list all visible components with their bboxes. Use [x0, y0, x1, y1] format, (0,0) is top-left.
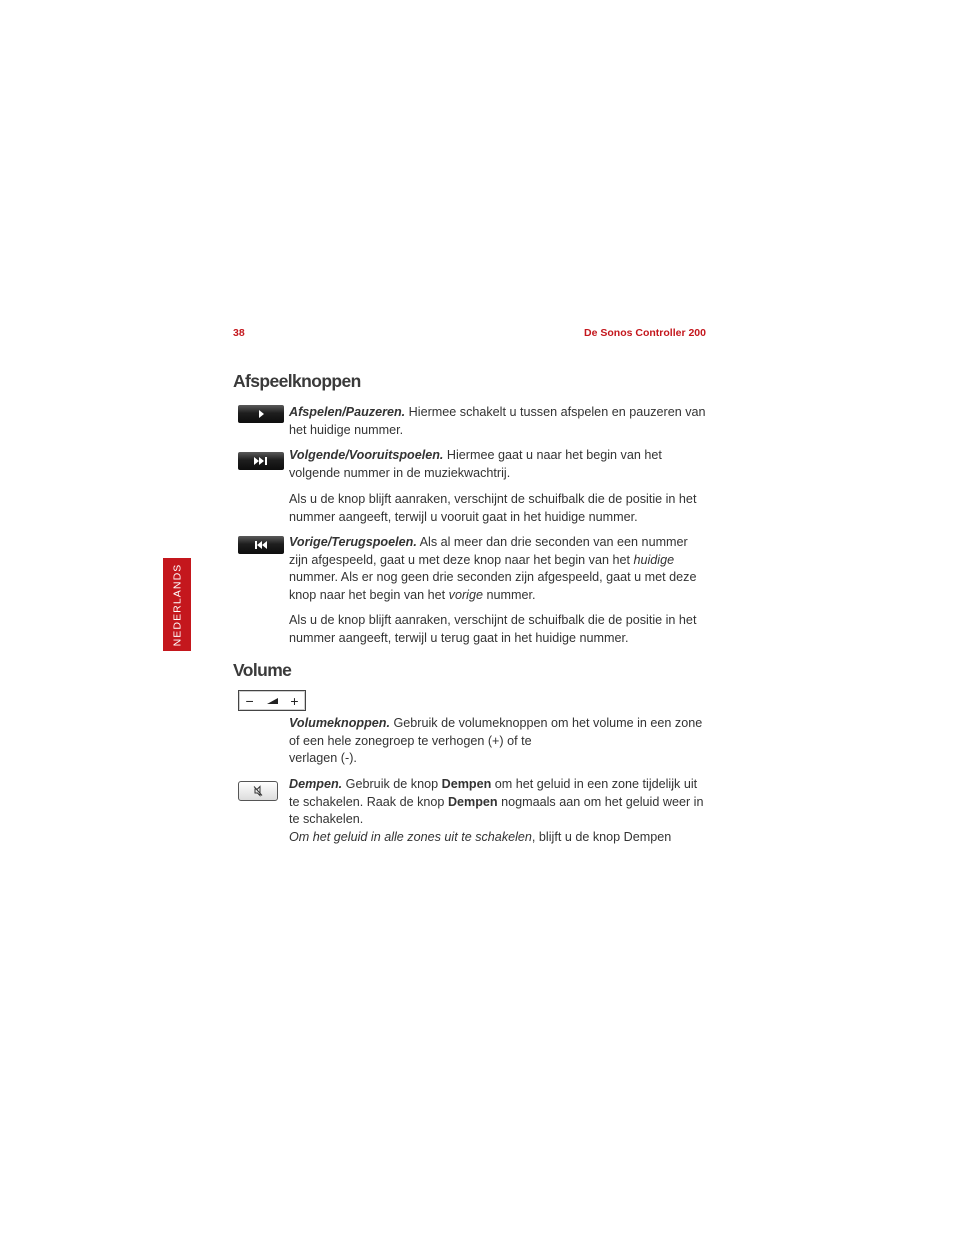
previous-label: Vorige/Terugspoelen. — [289, 535, 417, 549]
volume-description — [289, 715, 707, 768]
next-button — [238, 452, 284, 470]
previous-text-1: Als al meer dan drie seconden van een nummer zijn afgespeeld, gaat u met deze knop naar het begin van het — [289, 535, 688, 567]
previous-italic-2: vorige — [448, 587, 483, 602]
volume-plus: + — [290, 692, 299, 709]
mute-text-1: Gebruik de knop — [342, 777, 442, 791]
skip-back-icon — [254, 541, 268, 549]
mute-bold-1: Dempen — [441, 777, 492, 791]
mute-button — [238, 781, 278, 801]
next-extra-description: Als u de knop blijft aanraken, verschijnt de schuifbalk die de positie in het nummer aangeeft, terwijl u vooruit gaat in het huidige nummer. — [289, 492, 697, 524]
running-title: De Sonos Controller 200 — [584, 327, 706, 339]
page-number: 38 — [233, 327, 245, 339]
mute-label: Dempen. — [289, 777, 343, 791]
mute-italic: Om het geluid in alle zones uit te schakelen — [289, 829, 532, 844]
section-title-playback: Afspeelknoppen — [233, 371, 361, 391]
mute-icon — [252, 785, 264, 797]
play-icon — [257, 410, 265, 418]
mute-description — [289, 776, 707, 846]
previous-description — [289, 534, 707, 604]
section-title-volume: Volume — [233, 660, 292, 680]
play-pause-text: Hiermee schakelt u tussen afspelen en pauzeren van het huidige nummer. — [289, 405, 706, 437]
volume-level-icon — [267, 698, 278, 704]
volume-text-2: verlagen (-). — [289, 751, 357, 765]
language-tab — [163, 558, 191, 651]
volume-minus: − — [245, 692, 254, 709]
mute-text-4: , blijft u de knop Dempen — [531, 829, 672, 844]
previous-italic-1: huidige — [633, 552, 675, 567]
play-pause-description — [289, 404, 707, 439]
mute-bold-2: Dempen — [447, 794, 498, 809]
previous-text-3: nummer. — [482, 587, 536, 602]
mute-text-3: nogmaals aan om het geluid weer in te schakelen. — [289, 794, 704, 826]
next-label: Volgende/Vooruitspoelen. — [289, 448, 444, 462]
play-pause-label: Afspelen/Pauzeren. — [289, 405, 406, 419]
volume-label: Volumeknoppen. — [289, 716, 390, 730]
mute-text-2: om het geluid in een zone tijdelijk uit te schakelen. Raak de knop — [289, 777, 698, 809]
play-pause-button — [238, 405, 284, 423]
volume-buttons — [238, 690, 306, 711]
next-description — [289, 447, 707, 482]
previous-text-2: nummer. Als er nog geen drie seconden zijn afgespeeld, gaat u met deze knop naar het begin van het — [289, 570, 697, 602]
language-tab-label: NEDERLANDS — [171, 563, 183, 646]
next-text: Hiermee gaat u naar het begin van het volgende nummer in de muziekwachtrij. — [289, 448, 662, 480]
volume-text-1: Gebruik de volumeknoppen om het volume in een zone of een hele zonegroep te verhogen (+) of te — [289, 716, 703, 748]
skip-forward-icon — [254, 457, 268, 465]
previous-button — [238, 536, 284, 554]
previous-extra-description: Als u de knop blijft aanraken, verschijnt de schuifbalk die de positie in het nummer aangeeft, terwijl u terug gaat in het huidige nummer. — [289, 613, 697, 645]
